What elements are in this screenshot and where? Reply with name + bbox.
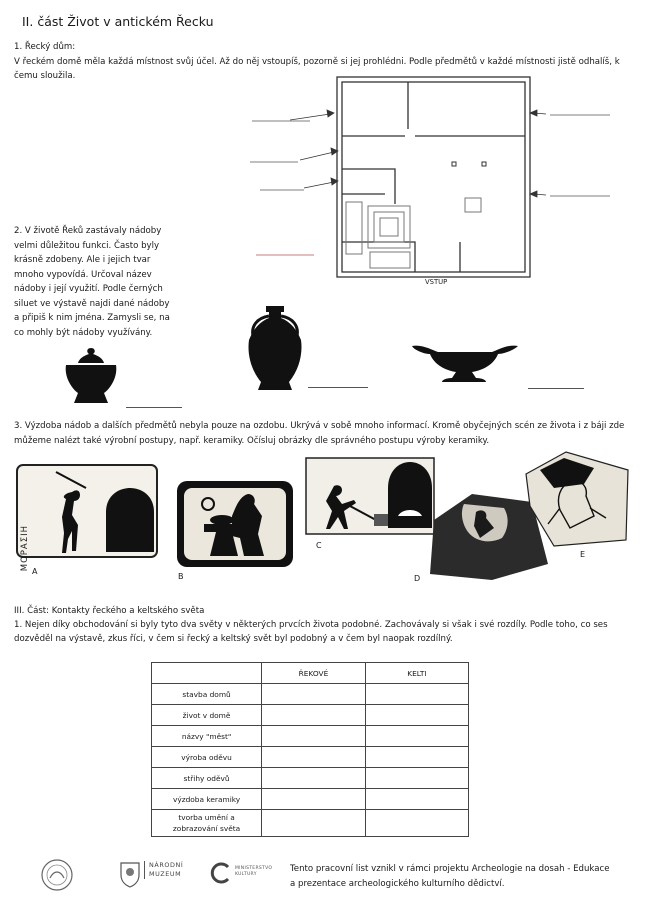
celts-cell[interactable] [365, 789, 468, 810]
table-row [152, 789, 469, 810]
page-title: II. část Život v antickém Řecku [22, 14, 214, 29]
greeks-cell[interactable] [262, 726, 366, 747]
greeks-cell[interactable] [262, 810, 366, 837]
footer-text: Tento pracovní list vznikl v rámci projektu Archeologie na dosah - Edukace a prezentace archeologického kulturního dědictví. [290, 864, 610, 889]
part3-heading: III. Část: Kontakty řeckého a keltského světa [14, 606, 205, 616]
section2-line: krásně zdobeny. Ale i jejich tvar [14, 255, 151, 265]
answer-line[interactable] [126, 407, 182, 408]
greeks-cell[interactable] [262, 768, 366, 789]
ministry-of-culture-logo-icon [210, 862, 232, 884]
greeks-cell[interactable] [262, 705, 366, 726]
pottery-image-e [520, 448, 632, 548]
national-museum-logo [144, 861, 183, 879]
logo-text: KULTURY [235, 872, 257, 877]
logo-text: NÁRODNÍ [149, 861, 184, 869]
pottery-image-a [14, 462, 160, 560]
table-row [152, 684, 469, 705]
table-header-row [152, 663, 469, 684]
celts-cell[interactable] [365, 684, 468, 705]
section2-line: 2. V životě Řeků zastávaly nádoby [14, 226, 162, 236]
section2-line: co mohly být nádoby využívány. [14, 327, 153, 338]
table-row [152, 768, 469, 789]
row-label: střihy oděvů [152, 768, 262, 789]
answer-line[interactable] [308, 387, 368, 388]
greeks-cell[interactable] [262, 747, 366, 768]
celts-cell[interactable] [365, 705, 468, 726]
row-label: názvy "měst" [152, 726, 262, 747]
celts-cell[interactable] [365, 768, 468, 789]
table-row [152, 810, 469, 837]
national-museum-crest-icon [118, 860, 142, 888]
section2-line: nádoby i její využití. Podle černých [14, 284, 163, 294]
table-row [152, 705, 469, 726]
image-label-d: D [414, 574, 421, 583]
table-header-cell: KELTI [365, 663, 468, 684]
table-header-cell: ŘEKOVÉ [262, 663, 366, 684]
section1-text: V řeckém domě měla každá místnost svůj účel. Až do něj vstoupíš, pozorně si jej prohlédni. Podle předmětů v každé místnosti jistě odhalíš, k čemu sloužila. [14, 56, 620, 81]
celts-cell[interactable] [365, 810, 468, 837]
archaeology-logo-icon [40, 858, 74, 892]
row-label: stavba domů [152, 684, 262, 705]
row-label: život v domě [152, 705, 262, 726]
row-label: tvorba umění a zobrazování světa [152, 810, 262, 837]
kylix-silhouette [410, 336, 520, 388]
greeks-cell[interactable] [262, 789, 366, 810]
house-plan [250, 74, 620, 294]
section2-line: siluet ve výstavě najdi dané nádoby [14, 298, 170, 309]
pyxis-silhouette [60, 346, 122, 410]
section2 [14, 224, 214, 340]
pottery-image-c [304, 456, 436, 536]
section2-line: mnoho vypovídá. Určoval název [14, 269, 152, 280]
section1-heading: 1. Řecký dům: [14, 42, 76, 52]
section2-line: velmi důležitou funkci. Často byly [14, 240, 160, 251]
table-row [152, 726, 469, 747]
celts-cell[interactable] [365, 747, 468, 768]
table-header-cell [152, 663, 262, 684]
ministry-of-culture-logo [235, 866, 272, 878]
image-label-a: A [32, 567, 38, 576]
amphora-silhouette [244, 304, 306, 394]
celts-cell[interactable] [365, 726, 468, 747]
row-label: výzdoba keramiky [152, 789, 262, 810]
answer-line[interactable] [528, 388, 584, 389]
part3 [14, 604, 632, 646]
comparison-table [151, 662, 469, 837]
image-label-e: E [580, 550, 586, 559]
greeks-cell[interactable] [262, 684, 366, 705]
image-label-c: C [316, 541, 322, 550]
image-label-b: B [178, 572, 184, 581]
section2-line: a připiš k nim jména. Zamysli se, na [14, 313, 170, 323]
entrance-label: VSTUP [425, 278, 448, 286]
table-row [152, 747, 469, 768]
vase-a-inscription: ΜΟΡΑΣΙΗ [20, 525, 30, 572]
section3-text: 3. Výzdoba nádob a dalších předmětů nebyla pouze na ozdobu. Ukrývá v sobě mnoho informací. Kromě obyčejných scén ze života i z báji zde můžeme nalézt také výrobní postupy, např. keramiky. Očísluj obrázky dle správného postupu výroby keramiky. [14, 421, 625, 446]
logo-text: MUZEUM [149, 870, 182, 878]
part3-text: 1. Nejen díky obchodování si byly tyto dva světy v některých prvcích života podobné. Zachovávaly si však i své rozdíly. Podle toho, co ses dozvěděl na výstavě, zkus říci, v čem si řecký a keltský svět byl podobný a v čem byl naopak rozdílný. [14, 620, 608, 644]
pottery-image-b [174, 478, 296, 570]
logo-text: MINISTERSTVO [235, 866, 273, 871]
row-label: výroba oděvu [152, 747, 262, 768]
